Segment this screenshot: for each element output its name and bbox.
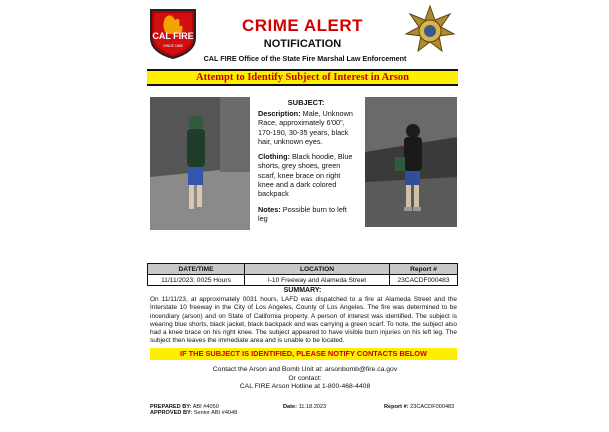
subject-photo-right — [365, 97, 457, 227]
svg-text:CAL FIRE: CAL FIRE — [152, 31, 194, 41]
table-cell: I-10 Freeway and Alameda Street — [245, 275, 390, 286]
contact-line: CAL FIRE Arson Hotline at 1-800-468-4408 — [239, 383, 371, 390]
subject-heading: SUBJECT: — [287, 98, 325, 107]
clothing-text: Black hoodie, Blue shorts, grey shoes, green scarf, knee brace on right knee and a dark colored backpack — [258, 152, 353, 199]
subject-photo-left — [150, 97, 250, 230]
alert-text: IF THE SUBJECT IS IDENTIFIED, PLEASE NOTIFY CONTACTS BELOW — [180, 349, 427, 358]
footer-report — [384, 404, 454, 410]
alert-bar — [150, 348, 457, 360]
approved-label: APPROVED BY: — [150, 410, 193, 416]
description-paragraph — [258, 109, 356, 146]
prepared-value: ABI #4050 — [192, 404, 219, 410]
summary-heading: SUMMARY: — [283, 287, 322, 294]
approved-value: Senior ABI #4048 — [193, 410, 238, 416]
approved-by — [150, 410, 237, 416]
incident-table — [147, 263, 458, 286]
banner — [147, 69, 458, 86]
table-row — [148, 275, 458, 286]
report-value: 23CACDF000483 — [410, 404, 455, 410]
contact-block — [180, 366, 430, 392]
report-label: Report #: — [384, 404, 409, 410]
description-label: Description: — [258, 109, 301, 118]
notes-label: Notes: — [258, 204, 281, 214]
cal-fire-logo — [147, 6, 199, 60]
date-label: Date: — [283, 404, 297, 410]
contact-line: Or contact: — [288, 374, 322, 382]
summary-text: On 11/11/23, at approximately 0031 hours, LAFD was dispatched to a fire at Alameda Street and the Interstate 10 freeway in the City of Los Angeles, County of Los Angeles. The fire was determined to be incendiary (arson) and on State of California property. A person of interest was identified. The subject is wearing blue shorts, black jacket, black backpack and was carrying a green scarf. To note, the subject also had a knee brace on his right knee. The subject appeared to have visible burn injuries on his left leg. The subject then leaves the immediate area and is unable to be located. — [150, 296, 457, 345]
table-cell: 11/11/2023; 0025 Hours — [148, 275, 245, 286]
table-cell: 23CACDF000483 — [390, 275, 458, 286]
date-value: 11.18.2023 — [298, 404, 327, 410]
description-text: Male, Unknown Race, approximately 6'00", 170-190, 30-35 years, black hair, unknown eyes. — [258, 109, 353, 146]
table-header: Report # — [390, 264, 458, 275]
notes-text: Possible burn to left leg — [258, 204, 347, 223]
contact-line: Contact the Arson and Bomb Unit at: arsonbomb@fire.ca.gov — [212, 366, 398, 373]
table-header-row — [148, 264, 458, 275]
page-title: CRIME ALERT — [241, 16, 364, 35]
banner-text: Attempt to Identify Subject of Interest in Arson — [196, 72, 409, 83]
footer-signatures — [150, 404, 237, 416]
clothing-label: Clothing: — [258, 152, 291, 162]
prepared-label: PREPARED BY: — [150, 404, 192, 410]
table-header: DATE/TIME — [148, 264, 245, 275]
table-header: LOCATION — [245, 264, 390, 275]
fire-marshal-badge-icon — [404, 4, 456, 56]
clothing-paragraph — [258, 152, 356, 198]
footer-date — [283, 404, 326, 410]
notes-paragraph — [258, 205, 356, 224]
subject-details — [258, 109, 356, 229]
page-subtitle: NOTIFICATION — [263, 38, 342, 50]
svg-text:SINCE 1885: SINCE 1885 — [163, 44, 183, 48]
office-line: CAL FIRE Office of the State Fire Marshal Law Enforcement — [203, 54, 407, 63]
